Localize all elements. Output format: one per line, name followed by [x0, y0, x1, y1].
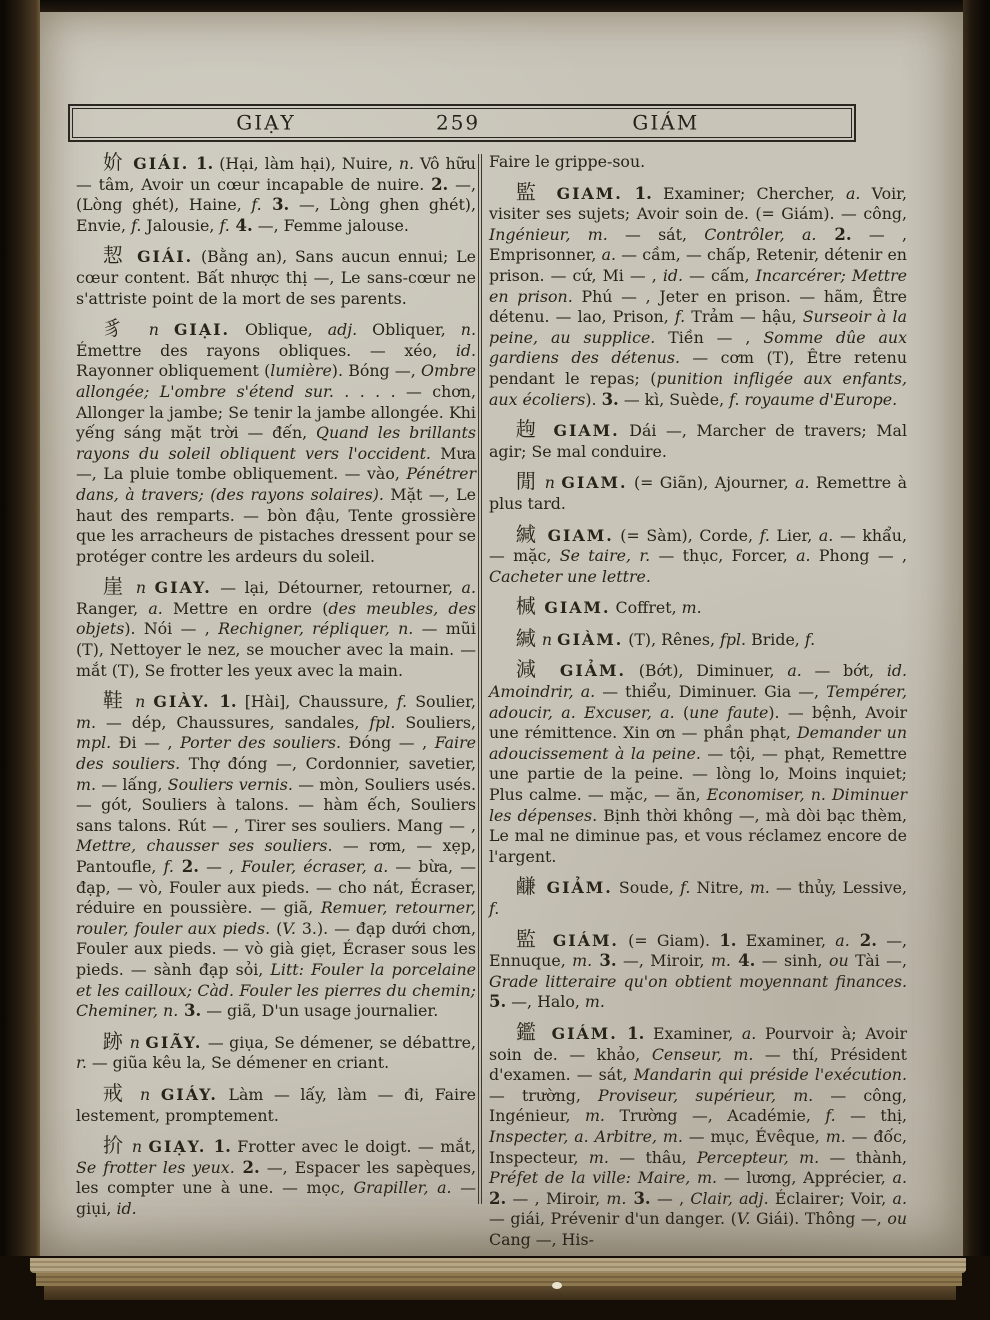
text-segment: a. [835, 930, 850, 950]
text-segment: — thủy, Lessive, [769, 878, 908, 898]
text-segment: f. [396, 692, 408, 712]
text-segment: Souliers, [395, 712, 476, 732]
dictionary-entry [489, 471, 907, 514]
text-segment: — bừa, — đạp, — vò, Fouler aux pieds. — cho nát, Écraser, réduire en poussière. — giã, [76, 857, 476, 918]
headword: GIÁI. [124, 154, 190, 173]
text-segment: —, Femme jalouse. [252, 215, 409, 235]
text-segment: n [133, 320, 174, 340]
page-edges-mid [36, 1273, 962, 1286]
text-segment: Dái —, Marcher de travers; Mal agir; Se mal conduire. [489, 421, 908, 461]
left-column [76, 152, 476, 1229]
text-segment: ). Bóng —, [331, 361, 422, 381]
headword: GIẢM. [538, 878, 613, 898]
text-segment: ou [829, 951, 849, 971]
text-segment: a. [601, 245, 617, 265]
text-segment: id. Amoindrir, a. [489, 661, 907, 702]
text-segment: fpl. [369, 712, 396, 732]
text-segment: f. [674, 307, 686, 327]
text-segment: — cầm, — chấp, Retenir, détenir en prison. — cứ, Mi — , [489, 245, 907, 285]
book-spine-edge [0, 0, 40, 1320]
text-segment: — lương, Apprécier, [717, 1168, 893, 1188]
text-segment: Éclairer; Voir, [768, 1188, 893, 1208]
text-segment: f. [251, 195, 262, 215]
text-segment: a. [461, 578, 476, 598]
text-segment: a. [741, 1023, 757, 1043]
text-segment: a. [846, 183, 861, 203]
text-segment: Contrôler, a. [704, 224, 817, 244]
han-character: 䞤 [515, 417, 542, 442]
headword: GIÀM. [557, 629, 624, 649]
text-segment: r. [76, 1053, 87, 1073]
text-segment: n [127, 578, 155, 598]
text-segment: Jalousie, [141, 215, 220, 235]
text-segment: 2. [816, 224, 852, 244]
text-segment: id. [455, 340, 476, 360]
text-segment: Mandarin qui préside l'exécution. [633, 1065, 907, 1085]
text-segment: —, Espacer les sapèques, les compter une à une. — mọc, [76, 1157, 476, 1198]
text-segment: 4. [229, 215, 253, 235]
text-segment: id. [116, 1198, 137, 1218]
headword: GIÀY. [153, 692, 211, 712]
headword: GIẢM. [544, 661, 626, 681]
text-segment: — giụi, [76, 1178, 477, 1218]
dictionary-entry [489, 876, 907, 919]
text-segment: — trường, [489, 1085, 599, 1105]
text-segment: Cacheter une lettre. [489, 566, 651, 586]
text-segment: Examiner, [644, 1023, 742, 1043]
text-segment: — giũa kêu la, Se démener en criant. [86, 1053, 390, 1073]
text-segment: — cơm (T), Être retenu pendant le repas; ( [489, 348, 907, 388]
text-segment: a. [818, 525, 834, 545]
text-segment: 2. [489, 1188, 507, 1208]
text-segment: Obliquer, [357, 320, 461, 340]
text-segment: Tiền — , [655, 327, 764, 347]
text-segment: V. [736, 1209, 751, 1229]
text-segment: Ombre allongée; L'ombre s'étend sur. . . . . [76, 361, 476, 401]
headword: GIAM. [541, 421, 620, 441]
text-segment: — khẩu, — mặc, [489, 525, 907, 566]
text-segment: Economiser, n. Diminuer les dépenses. [489, 785, 907, 825]
text-segment: ). [585, 389, 602, 409]
han-character: 鹻 [515, 874, 538, 899]
photo-right-edge [963, 0, 990, 1320]
text-segment: a. [796, 546, 811, 566]
text-segment: ). — bệnh, Avoir une rémittence. Xin ơn — phần phạt, [489, 702, 908, 743]
text-segment: 2. [431, 174, 449, 194]
text-segment: —, Ennuque, [489, 930, 908, 971]
text-segment: — bớt, [801, 661, 887, 681]
text-segment: f. [825, 1106, 836, 1126]
text-segment: Giái). Thông —, [750, 1209, 888, 1229]
text-segment: Cang —, His- [489, 1229, 594, 1249]
text-segment: ). Nói — , [124, 619, 219, 639]
text-segment: — sinh, [755, 951, 830, 971]
text-segment: Mettre, chausser ses souliers. [76, 836, 333, 856]
text-segment: (= Sàm), Corde, [613, 525, 760, 545]
text-segment: m. [825, 1126, 846, 1146]
photo-top-edge [0, 0, 990, 12]
han-character: 緘 [515, 521, 539, 546]
text-segment: ou [887, 1209, 907, 1229]
han-character: 椷 [515, 594, 537, 619]
text-segment: m. [681, 598, 702, 618]
text-segment: (= Giãn), Ajourner, [627, 473, 796, 493]
text-segment: 3. [601, 389, 619, 409]
dictionary-entry [489, 521, 908, 588]
text-segment: — cấm, [683, 265, 756, 285]
text-segment: 3. [626, 1188, 651, 1208]
text-segment: —, Lòng ghen ghét), Envie, [76, 195, 476, 235]
page-edges-light [30, 1258, 966, 1273]
text-segment: Clair, adj. [690, 1188, 769, 1208]
dictionary-entry [489, 179, 908, 411]
text-segment: m. [710, 951, 731, 971]
text-segment: f. [680, 878, 691, 898]
text-segment: 2. [849, 930, 877, 950]
han-character: 恝 [102, 243, 127, 268]
text-segment: Voir, visiter ses sujets; Avoir soin de. (= Giám). — công, [489, 183, 907, 224]
text-segment: mpl. [76, 733, 112, 753]
text-segment: (T), Rênes, [623, 629, 721, 649]
text-segment: m. [749, 878, 770, 898]
text-segment: — rơm, — xẹp, Pantoufle, [76, 836, 476, 876]
text-segment: a. [787, 661, 802, 681]
text-segment: Mặt —, Le haut des remparts. — bòn đậu, Tente grossière que les arracheurs de pistaches dressent pour se protéger contre les ardeurs du soleil. [76, 484, 476, 566]
text-segment: 2. [234, 1157, 260, 1177]
text-segment: Mettre en ordre ( [162, 598, 329, 618]
text-segment: — giã, D'un usage journalier. [201, 1001, 439, 1021]
text-segment: — sát, [607, 224, 705, 244]
text-segment: Préfet de la ville: Maire, m. [489, 1168, 718, 1188]
text-segment: a. [892, 1168, 907, 1188]
text-segment: (Bằng an), Sans aucun ennui; Le cœur content. Bất nhược thị —, Le sans-cœur ne s'attriste point de la mort de ses parents. [76, 247, 477, 308]
text-segment: lumière [270, 361, 332, 381]
text-segment: Soulier, [407, 692, 476, 712]
text-segment: 1. [622, 183, 652, 203]
text-segment: Examiner; Chercher, [651, 183, 847, 203]
text-segment: n [536, 629, 558, 649]
text-segment: Oblique, [229, 320, 328, 340]
text-segment: Somme dûe aux gardiens des détenus. [489, 327, 907, 368]
dictionary-entry [76, 1135, 476, 1219]
text-segment: Làm — lấy, làm — đi, Faire lestement, promptement. [76, 1084, 477, 1125]
text-segment: Inspecter, a. Arbitre, m. [489, 1126, 683, 1146]
text-segment: — giái, Prévenir d'un danger. ( [489, 1209, 737, 1229]
text-segment: f. [163, 857, 174, 876]
text-segment: fpl. [720, 629, 747, 649]
text-segment: —, Halo, [506, 992, 585, 1012]
han-character: 緘 [515, 625, 537, 650]
text-segment: Pourvoir à; Avoir soin de. — khảo, [489, 1023, 908, 1064]
text-segment: m. [584, 992, 605, 1012]
text-segment: 3. [261, 195, 290, 215]
text-segment: 4. [730, 951, 756, 971]
text-segment: des meubles, des objets [76, 598, 477, 639]
han-character: 監 [515, 179, 543, 204]
han-character: 扴 [102, 1133, 126, 1158]
text-segment: m. [588, 1147, 609, 1167]
text-segment [429, 1178, 438, 1197]
text-segment: Remuer, retourner, rouler, fouler aux pieds. [76, 898, 476, 938]
text-segment: — mòn, Souliers usés. — gót, Souliers à talons. — hàm ếch, Souliers sans talons. Rút — , Tirer ses souliers. Mang — , [76, 774, 476, 835]
text-segment: Proviseur, supérieur, m. [598, 1085, 814, 1105]
dictionary-entry [489, 419, 907, 462]
text-segment: id. [662, 265, 684, 285]
right-column [489, 152, 907, 1260]
dictionary-page [40, 12, 963, 1256]
text-segment: Bịnh thời không —, mà dòi bạc thèm, Le mal ne diminue pas, et vous réclamez encore de l'argent. [489, 805, 907, 866]
text-segment: Đi — , [111, 733, 181, 753]
headword: GIAM. [543, 183, 623, 203]
dictionary-entry [76, 1028, 476, 1074]
text-segment: Tempérer, adoucir, a. Excuser, a. [489, 682, 907, 722]
text-segment: — thiểu, Diminuer. Gia —, [595, 682, 827, 702]
text-segment: — thục, Forcer, [650, 546, 797, 566]
text-segment: n [125, 1137, 149, 1157]
paper-speck [552, 1282, 562, 1289]
text-segment: 1. [210, 692, 237, 712]
text-segment: — mục, Évêque, [682, 1126, 826, 1146]
text-segment: f. [219, 215, 230, 235]
text-segment: Soude, [612, 878, 681, 898]
text-segment: Souliers vernis. [167, 774, 293, 794]
text-segment: — thị, [835, 1106, 908, 1126]
headword: GIAY. [154, 578, 212, 598]
text-segment: 1. [719, 930, 737, 950]
text-segment: Censeur, m. [651, 1044, 754, 1064]
headword: GIÃY. [145, 1032, 203, 1052]
text-segment: — đốc, Inspecteur, [489, 1126, 907, 1167]
text-segment: [Hài], Chaussure, [236, 692, 397, 712]
dictionary-entry [76, 576, 476, 681]
dictionary-entry [76, 1080, 477, 1126]
text-segment: 3.). — đạp dưới chơn, Fouler aux pieds. — vò già giẹt, Écraser sous les pieds. — sành đạp sỏi, [76, 918, 477, 979]
text-segment: a. [148, 598, 163, 618]
text-segment: — thành, [819, 1147, 907, 1167]
text-segment: Litt: Fouler la porcelaine et les cailloux; Càd. Fouler les pierres du chemin; Cheminer, n. [76, 959, 476, 1021]
text-segment: n [126, 692, 154, 712]
text-segment: Remettre à plus tard. [489, 473, 908, 513]
dictionary-entry [489, 659, 907, 867]
text-segment: Phong — , [810, 546, 908, 566]
text-segment: — giụa, Se démener, se débattre, [202, 1032, 476, 1052]
text-segment: Thợ đóng —, Cordonnier, savetier, [180, 754, 477, 774]
text-segment: une faute [689, 702, 769, 722]
text-segment: Émettre des rayons obliques. — xéo, [76, 340, 456, 360]
text-segment: m. [606, 1188, 627, 1208]
text-segment: — thí, Président d'examen. — sát, [489, 1044, 907, 1085]
text-segment: Porter des souliers. [180, 733, 342, 753]
text-segment: Mưa —, La pluie tombe obliquement. — vào, [76, 443, 476, 484]
headword: GIÁM. [541, 930, 619, 950]
headword: GIÁI. [126, 247, 194, 267]
text-segment: — thâu, [608, 1147, 697, 1167]
text-segment: Se taire, r. [559, 546, 651, 566]
text-segment: n. [398, 154, 415, 173]
text-segment: Ingénieur, m. [489, 224, 608, 244]
text-segment: m. [584, 1106, 605, 1126]
dictionary-entry [489, 596, 907, 619]
text-segment: Coffret, [610, 598, 682, 618]
text-segment: Đóng — , [341, 733, 435, 753]
text-segment: Se frotter les yeux. [76, 1157, 235, 1177]
text-segment: Pénétrer dans, à travers; (des rayons solaires). [76, 464, 476, 504]
text-segment: a. [373, 857, 389, 876]
text-segment: Vô hữu — tâm, Avoir un cœur incapable de nuire. [76, 154, 476, 194]
page-edges-dark [44, 1286, 956, 1300]
text-segment: a. [892, 1188, 907, 1208]
text-segment: (Hại, làm hại), Nuire, [213, 154, 399, 173]
text-segment: punition infligée aux enfants, aux écoliers [489, 368, 907, 409]
text-segment: Grapiller, [353, 1178, 429, 1198]
text-segment: a. [795, 473, 810, 493]
text-segment: Faire des souliers. [76, 733, 476, 774]
text-segment: Ranger, [76, 598, 149, 618]
text-segment: m. [76, 712, 97, 732]
text-segment: ( [674, 702, 690, 722]
text-segment: 5. [489, 992, 507, 1012]
text-segment: ( [270, 918, 283, 938]
text-segment: n [124, 1032, 146, 1052]
text-segment: — chơn, Allonger la jambe; Se tenir la jambe allongée. Khi yếng sáng mặt trời — đến, [76, 381, 476, 443]
page-number: 259 [435, 110, 481, 135]
text-segment: Trảm — hậu, [685, 307, 803, 327]
text-segment: — công, Ingénieur, [489, 1085, 907, 1126]
han-character: 跡 [102, 1028, 125, 1053]
text-segment: Quand les brillants rayons du soleil obliquent vers l'occident. [76, 423, 477, 463]
text-segment: f. [804, 629, 816, 649]
text-segment: n [129, 1084, 161, 1104]
text-segment: n [538, 473, 562, 493]
text-segment: — tội, — phạt, Remettre une partie de la peine. — lòng lo, Moins inquiet; Plus calme. — mặc, — ăn, [489, 743, 907, 805]
column-divider [478, 154, 482, 1204]
text-segment: — , [198, 857, 242, 876]
book-bottom-edges [0, 1256, 990, 1320]
headword: GIAM. [538, 525, 614, 545]
text-segment: (= Giam). [618, 930, 720, 950]
text-segment: Examiner, [736, 930, 836, 950]
text-segment: — kì, Suède, [618, 389, 730, 409]
page-header [68, 104, 856, 142]
text-segment: — , Emprisonner, [489, 224, 907, 265]
han-character: 閒 [515, 469, 539, 494]
header-right-headword: GIÁM [632, 110, 700, 135]
text-segment: 3. [178, 1001, 202, 1021]
han-character: 鞋 [102, 688, 127, 713]
text-segment: Grade litteraire qu'on obtient moyennant finances. [489, 971, 907, 991]
text-segment: 1. [617, 1023, 645, 1043]
text-segment: f. [759, 525, 770, 545]
text-segment: V. [282, 918, 296, 938]
text-segment: Demander un adoucissement à la peine. [489, 723, 907, 763]
dictionary-entry [76, 690, 476, 1022]
dictionary-entry [76, 318, 476, 567]
text-segment: Lier, [769, 525, 819, 545]
text-segment: Fouler, écraser, [241, 857, 367, 876]
text-segment: 1. [189, 154, 214, 173]
header-left-headword: GIẠY [236, 110, 296, 135]
text-segment: Tài —, [848, 951, 907, 971]
text-segment: f. royaume d'Europe. [729, 389, 898, 409]
text-segment: (Bớt), Diminuer, [625, 661, 788, 681]
headword: GIAM. [561, 473, 628, 493]
han-character: 戒 [102, 1080, 130, 1105]
text-segment: Trường —, Académie, [604, 1106, 826, 1126]
text-segment: f. [131, 215, 142, 235]
text-segment: 2. [173, 857, 199, 876]
headword: GIÁY. [160, 1084, 218, 1104]
text-segment: — mũi (T), Nettoyer le nez, se moucher avec la main. — mắt (T), Se frotter les yeux avec la main. [76, 619, 476, 680]
han-character: 妎 [102, 150, 125, 174]
han-character: 崖 [102, 574, 128, 599]
text-segment: — , [650, 1188, 691, 1208]
text-segment: 3. [592, 951, 617, 971]
headword: GIẠY. [148, 1137, 207, 1157]
text-segment: 1. [206, 1137, 231, 1157]
text-segment: a. [437, 1178, 452, 1198]
text-segment: Phú — , Jeter en prison. — hãm, Être détenu. — lao, Prison, [489, 286, 908, 327]
text-segment: m. [76, 774, 97, 794]
text-segment: — lấng, [96, 774, 168, 794]
han-character: 減 [515, 657, 545, 682]
han-character: 鑑 [515, 1019, 541, 1044]
text-segment: — lại, Détourner, retourner, [211, 578, 462, 598]
column-lead-line: Faire le grippe-sou. [489, 152, 646, 171]
text-segment: n. [460, 320, 476, 340]
text-segment: m. [572, 951, 593, 971]
dictionary-entry [489, 926, 908, 1013]
text-segment [367, 857, 374, 876]
headword: GIAM. [536, 598, 611, 618]
han-character: 監 [515, 926, 542, 951]
text-segment: Surseoir à la peine, au supplice. [489, 307, 907, 347]
text-segment: Bride, [746, 629, 805, 649]
headword: GIẠI. [173, 320, 230, 340]
dictionary-entry [489, 1019, 908, 1251]
text-segment: Percepteur, m. [696, 1147, 820, 1167]
dictionary-entry [76, 245, 476, 309]
text-segment: adj. [327, 320, 358, 340]
han-character: 豸 [102, 316, 134, 341]
text-segment: f. [489, 899, 500, 918]
text-segment: —, Miroir, [616, 951, 711, 971]
dictionary-entry [489, 625, 907, 651]
text-segment: —, (Lòng ghét), Haine, [76, 174, 476, 215]
text-segment: Nitre, [690, 878, 750, 898]
dictionary-entry [76, 152, 476, 236]
text-segment: Rayonner obliquement ( [76, 361, 271, 381]
headword: GIÁM. [540, 1023, 618, 1043]
text-segment: Incarcérer; Mettre en prison. [489, 265, 908, 306]
text-segment: Rechigner, répliquer, n. [218, 619, 414, 639]
text-segment: — dép, Chaussures, sandales, [96, 712, 370, 732]
text-segment: Frotter avec le doigt. — mắt, [230, 1137, 477, 1157]
text-segment: — , Miroir, [506, 1188, 607, 1208]
